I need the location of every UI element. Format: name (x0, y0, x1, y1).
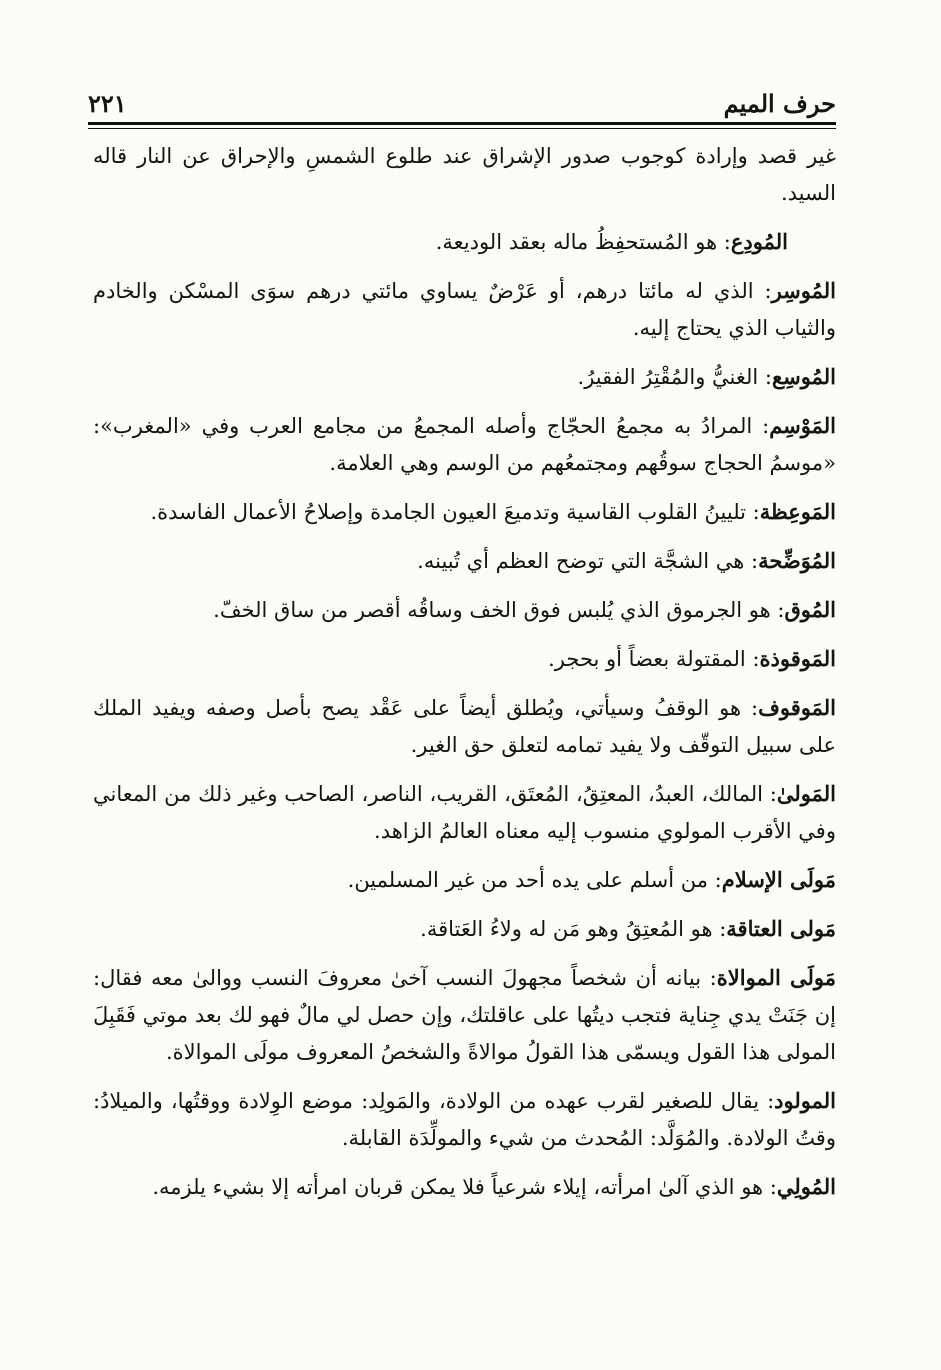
entry-muli (93, 1168, 836, 1206)
entry-definition: : تليينُ القلوب القاسية وتدميعَ العيون الجامدة وإصلاحُ الأعمال الفاسدة. (150, 500, 760, 524)
entry-definition: : هو الجرموق الذي يُلبس فوق الخف وساقُه أقصر من ساق الخفّ. (213, 598, 785, 622)
entry-definition: : المالك، العبدُ، المعتِقُ، المُعتَق، القريب، الناصر، الصاحب وغير ذلك من المعاني وفي الأقرب المولوي منسوب إليه معناه العالمُ الزاهد. (93, 782, 836, 843)
entry-term: المَوْسِم (769, 413, 836, 438)
entry-mawsim (93, 407, 836, 482)
page-header (88, 78, 836, 118)
entry-term: المُولِي (776, 1174, 836, 1199)
header-rule-thin (88, 128, 836, 129)
continuation-paragraph: غير قصد وإرادة كوجوب صدور الإشراق عند طلوع الشمسِ والإحراق عن النار قاله السيد. (93, 144, 836, 205)
entry-definition: : يقال للصغير لقرب عهده من الولادة، والمَولِد: موضع الوِلادة ووقتُها، والميلادُ: وقتُ الولادة. والمُوَلَّد: المُحدث من شيء والمولِّدَة القابلة. (93, 1089, 836, 1150)
page-body (93, 138, 836, 1217)
entry-definition: : هو المُستحفِظُ ماله بعقد الوديعة. (435, 230, 731, 254)
entry-definition: : هي الشجَّة التي توضح العظم أي تُبينه. (417, 549, 759, 573)
entry-definition: : الغنيُّ والمُقْتِرُ الفقيرُ. (577, 365, 772, 389)
entry-mawla-muwalat (93, 959, 836, 1071)
running-title: حرف الميم (723, 89, 836, 118)
entry-term: المُوَضِّحة (758, 548, 836, 573)
entry-term: المُودِع (730, 229, 788, 254)
entry-mawla-ataqa (93, 910, 836, 948)
entry-definition: : هو المُعتِقُ وهو مَن له ولاءُ العَتاقة. (420, 917, 727, 941)
entry-mudiha (93, 542, 836, 580)
entry-mawlud (93, 1082, 836, 1157)
entry-term: المَوقوذة (759, 646, 836, 671)
entry-mawla-islam (93, 861, 836, 899)
entry-term: المُوسِع (772, 364, 836, 389)
page-number: ٢٢١ (88, 89, 127, 118)
entry-term: المولود (774, 1088, 836, 1113)
header-rule-thick (88, 122, 836, 125)
entry-term: مَولى العتاقة (726, 916, 836, 941)
entry-term: المُوق (784, 597, 836, 622)
entry-definition: : هو الوقفُ وسيأتي، ويُطلق أيضاً على عَقْد يصح بأصل وصفه ويفيد الملك على سبيل التوقّف ولا يفيد تمامه لتعلق حق الغير. (93, 696, 836, 757)
entry-term: المُوسِر (771, 278, 836, 303)
entry-definition: : الذي له مائتا درهم، أو عَرْضٌ يساوي مائتي درهم سوَى المسْكن والخادم والثياب الذي يحتاج إليه. (93, 279, 836, 340)
entry-term: مَولَى الموالاة (716, 965, 836, 990)
entry-definition: : من أسلم على يده أحد من غير المسلمين. (347, 868, 722, 892)
entry-term: المَولىٰ (776, 781, 836, 806)
entry-musi (93, 358, 836, 396)
entry-definition: : المرادُ به مجمعُ الحجّاج وأصله المجمعُ من مجامع العرب وفي «المغرب»: «موسمُ الحجاج سوقُهم ومجتمعُهم من الوسم وهي العلامة. (93, 414, 836, 475)
entry-mawiza (93, 493, 836, 531)
entry-muq (93, 591, 836, 629)
entry-mawquda (93, 640, 836, 678)
entry-mawla (93, 775, 836, 850)
entry-mawquf (93, 689, 836, 764)
entry-mudi (93, 223, 836, 261)
entry-term: المَوعِظة (759, 499, 836, 524)
entry-definition: : بيانه أن شخصاً مجهولَ النسب آخىٰ معروفَ النسب ووالىٰ معه فقال: إن جَنَتْ يدي جِناية فتجب ديتُها على عاقلتك، وإن حصل لي مالٌ فهو لك بعد موتي فَقَبِلَ المولى هذا القول ويسمّى هذا القولُ موالاةً والشخصُ المعروف مولَى الموالاة. (93, 966, 836, 1064)
entry-term: مَولَى الإسلام (721, 867, 836, 892)
entry-definition: : المقتولة بعضاً أو بحجر. (548, 647, 760, 671)
entry-definition: : هو الذي آلىٰ امرأته، إيلاء شرعياً فلا يمكن قربان امرأته إلا بشيء يلزمه. (152, 1175, 777, 1199)
entry-term: المَوقوف (758, 695, 836, 720)
entry-musir (93, 272, 836, 347)
